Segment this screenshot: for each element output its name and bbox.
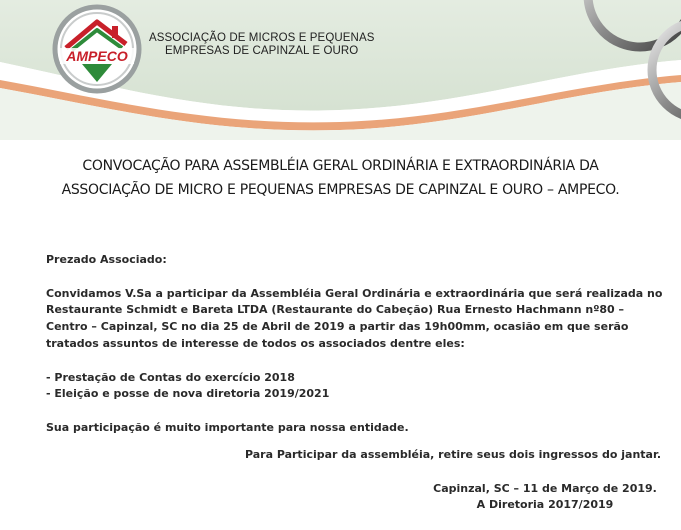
title-line2: ASSOCIAÇÃO DE MICRO E PEQUENAS EMPRESAS DE CAPINZAL E OURO – AMPECO. <box>61 182 620 198</box>
org-name-line2: EMPRESAS DE CAPINZAL E OURO <box>165 45 359 57</box>
signer: A Diretoria 2017/2019 <box>476 498 614 511</box>
ampeco-logo <box>52 4 142 94</box>
agenda-item: - Eleição e posse de nova diretoria 2019/2021 <box>46 387 330 401</box>
page-title <box>0 154 681 202</box>
letter-body <box>46 252 666 437</box>
agenda-item: - Prestação de Contas do exercício 2018 <box>46 370 295 384</box>
salutation: Prezado Associado: <box>46 253 167 266</box>
tickets-note: Para Participar da assembléia, retire seus dois ingressos do jantar. <box>244 448 661 461</box>
place-date: Capinzal, SC – 11 de Março de 2019. <box>433 482 657 495</box>
signature-block <box>420 481 670 513</box>
org-name-line1: ASSOCIAÇÃO DE MICROS E PEQUENAS <box>149 32 375 44</box>
importance-note: Sua participação é muito importante para nossa entidade. <box>46 420 409 434</box>
logo-text: AMPECO <box>66 48 128 64</box>
letterhead <box>0 0 681 140</box>
organization-name <box>149 32 374 58</box>
invitation-paragraph: Convidamos V.Sa a participar da Assembléia Geral Ordinária e extraordinária que será realizada no Restaurante Schmidt e Bareta LTDA (Restaurante do Cabeção) Rua Ernesto Hachmann nº80 – Centro – Capinzal, SC no dia 25 de Abril de 2019 a partir das 19h00mm, ocasião em que serão tratados assuntos de interesse de todos os associados dentre eles: <box>46 286 663 350</box>
title-line1: CONVOCAÇÃO PARA ASSEMBLÉIA GERAL ORDINÁRIA E EXTRAORDINÁRIA DA <box>82 158 599 174</box>
